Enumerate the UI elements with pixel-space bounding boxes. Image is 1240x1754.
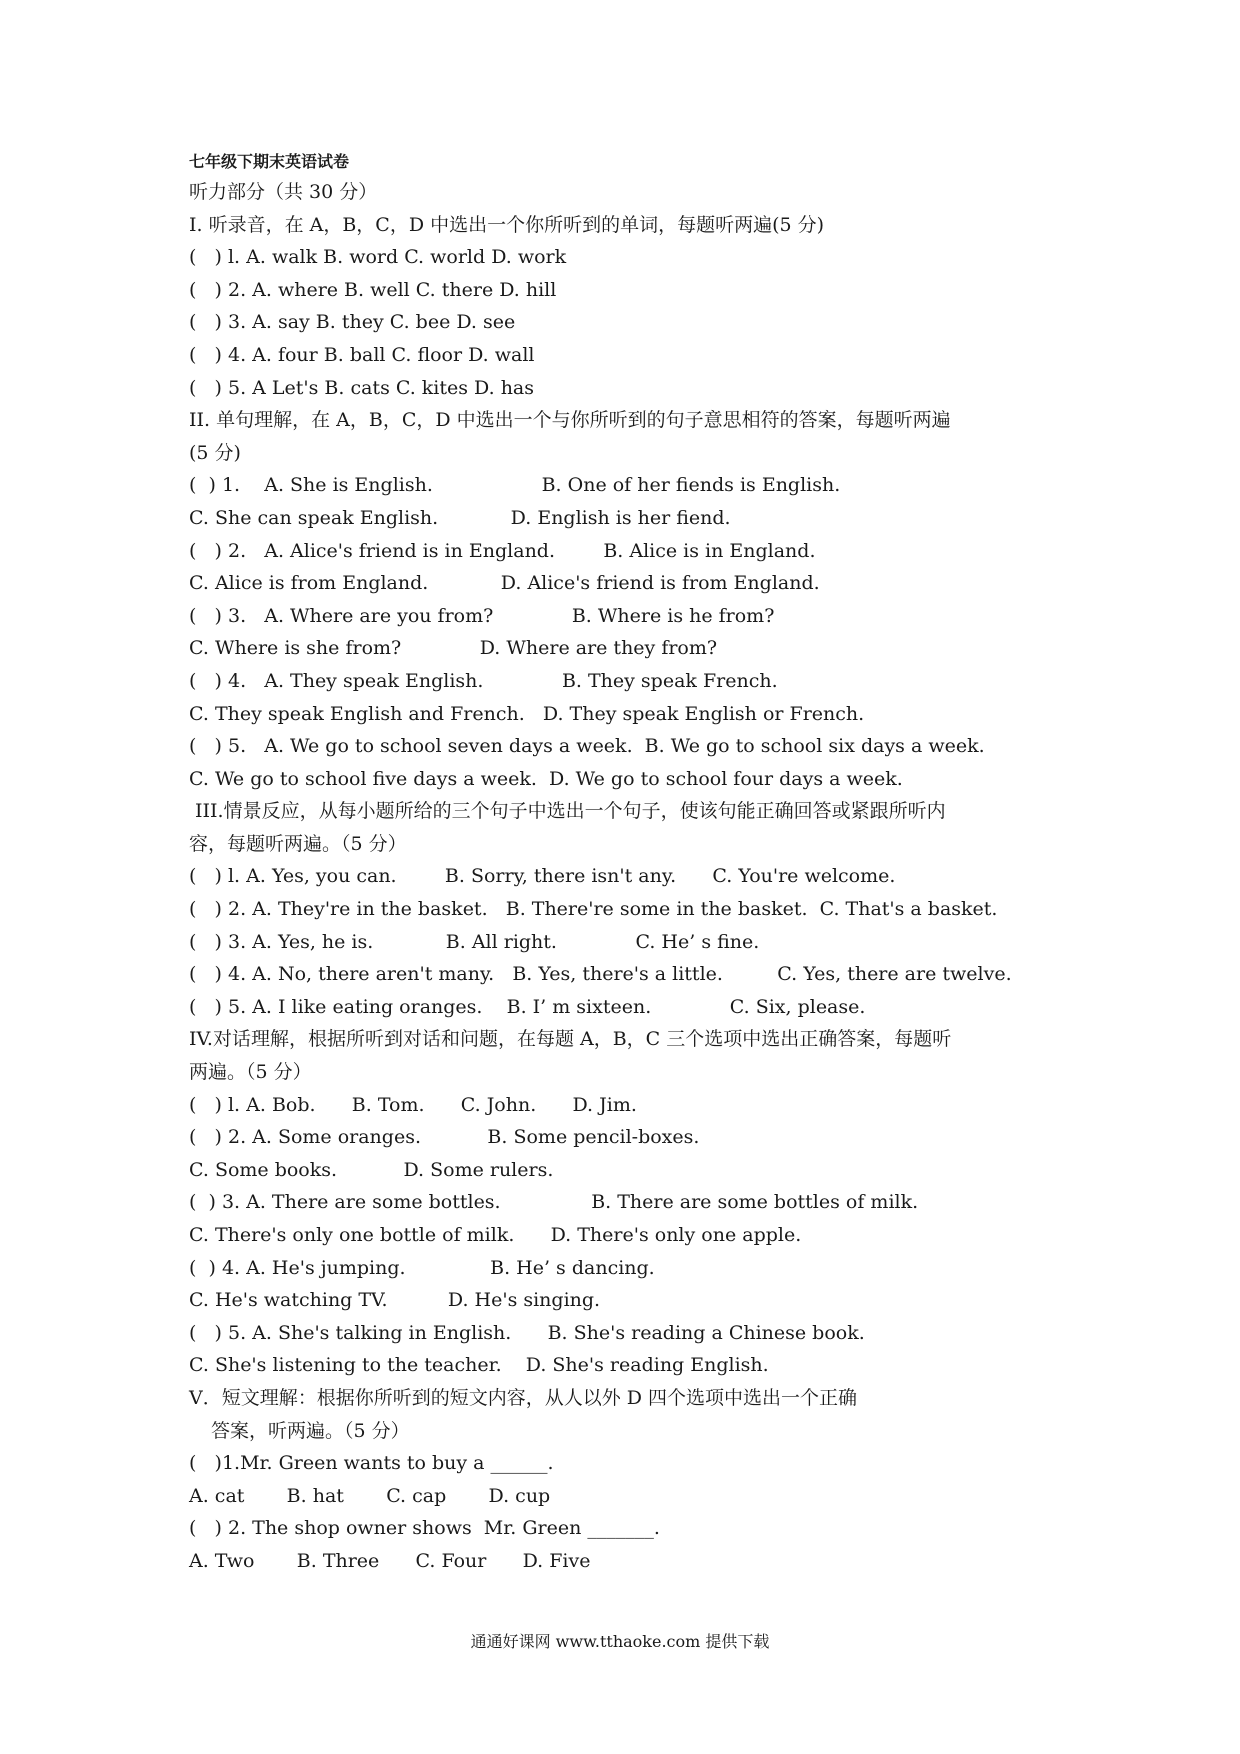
section-heading: V．短文理解：根据你所听到的短文内容，从人以外 D 四个选项中选出一个正确 [189, 1386, 858, 1409]
question-line: ( ) 2. A. They're in the basket. B. There're some in the basket. C. That's a basket. [189, 898, 998, 921]
section-heading: 容，每题听两遍。（5 分） [189, 832, 407, 855]
question-line: ( ) 5. A. She's talking in English. B. She's reading a Chinese book. [189, 1321, 865, 1344]
option-line: C. There's only one bottle of milk. D. There's only one apple. [189, 1224, 802, 1246]
question-line: ( ) 4. A. They speak English. B. They speak French. [189, 669, 778, 692]
page-title: 七年级下期末英语试卷 [189, 152, 350, 171]
question-line: ( ) 5. A Let's B. cats C. kites D. has [189, 376, 535, 399]
section-heading: IV.对话理解，根据所听到对话和问题，在每题 A，B，C 三个选项中选出正确答案，每题听 [189, 1028, 952, 1051]
question-line: ( ) 4. A. No, there aren't many. B. Yes, there's a little. C. Yes, there are twelve. [189, 963, 1012, 986]
question-line: ( ) 1. A. She is English. B. One of her fiends is English. [189, 474, 841, 497]
question-line: ( ) 3. A. say B. they C. bee D. see [189, 311, 516, 334]
section-heading: 听力部分（共 30 分） [189, 181, 378, 203]
option-line: C. Where is she from? D. Where are they from? [189, 637, 718, 660]
question-line: ( ) 5. A. I like eating oranges. B. I’ m sixteen. C. Six, please. [189, 995, 866, 1018]
option-line: C. Alice is from England. D. Alice's friend is from England. [189, 572, 820, 595]
question-line: ( ) 2. The shop owner shows Mr. Green _______. [189, 1517, 660, 1540]
question-line: ( ) 3. A. Where are you from? B. Where is he from? [189, 604, 775, 627]
option-line: C. She's listening to the teacher. D. She's reading English. [189, 1354, 769, 1377]
option-line: A. Two B. Three C. Four D. Five [189, 1549, 591, 1572]
question-line: ( ) 2. A. Some oranges. B. Some pencil-boxes. [189, 1126, 700, 1149]
question-line: ( ) l. A. Yes, you can. B. Sorry, there isn't any. C. You're welcome. [189, 865, 896, 888]
section-heading: (5 分) [189, 441, 241, 464]
option-line: C. She can speak English. D. English is her fiend. [189, 506, 731, 529]
question-line: ( ) 3. A. Yes, he is. B. All right. C. He’ s fine. [189, 930, 760, 953]
question-line: ( ) 4. A. four B. ball C. floor D. wall [189, 343, 535, 366]
question-line: ( ) 2. A. where B. well C. there D. hill [189, 278, 557, 301]
question-line: ( ) 2. A. Alice's friend is in England. B. Alice is in England. [189, 539, 816, 562]
question-line: ( ) l. A. Bob. B. Tom. C. John. D. Jim. [189, 1093, 637, 1116]
section-heading: III.情景反应，从每小题所给的三个句子中选出一个句子，使该句能正确回答或紧跟所听内 [189, 800, 946, 823]
question-line: ( ) l. A. walk B. word C. world D. work [189, 246, 567, 269]
option-line: C. Some books. D. Some rulers. [189, 1158, 554, 1181]
option-line: C. He's watching TV. D. He's singing. [189, 1289, 601, 1312]
option-line: C. They speak English and French. D. They speak English or French. [189, 702, 865, 725]
question-line: ( ) 5. A. We go to school seven days a week. B. We go to school six days a week. [189, 735, 985, 758]
section-heading: II. 单句理解，在 A，B，C，D 中选出一个与你所听到的句子意思相符的答案，每题听两遍 [189, 409, 951, 432]
question-line: ( ) 3. A. There are some bottles. B. There are some bottles of milk. [189, 1191, 919, 1214]
section-heading: 两遍。（5 分） [189, 1061, 312, 1084]
question-line: ( )1.Mr. Green wants to buy a ______. [189, 1452, 554, 1475]
question-line: ( ) 4. A. He's jumping. B. He’ s dancing. [189, 1256, 655, 1279]
option-line: C. We go to school five days a week. D. We go to school four days a week. [189, 767, 903, 790]
page-footer: 通通好课网 www.tthaoke.com 提供下载 [470, 1632, 770, 1651]
section-heading: I. 听录音，在 A，B，C，D 中选出一个你所听到的单词，每题听两遍(5 分) [189, 213, 825, 236]
option-line: A. cat B. hat C. cap D. cup [189, 1484, 551, 1507]
exam-page [189, 148, 1089, 1578]
section-heading: 答案，听两遍。（5 分） [211, 1419, 410, 1442]
